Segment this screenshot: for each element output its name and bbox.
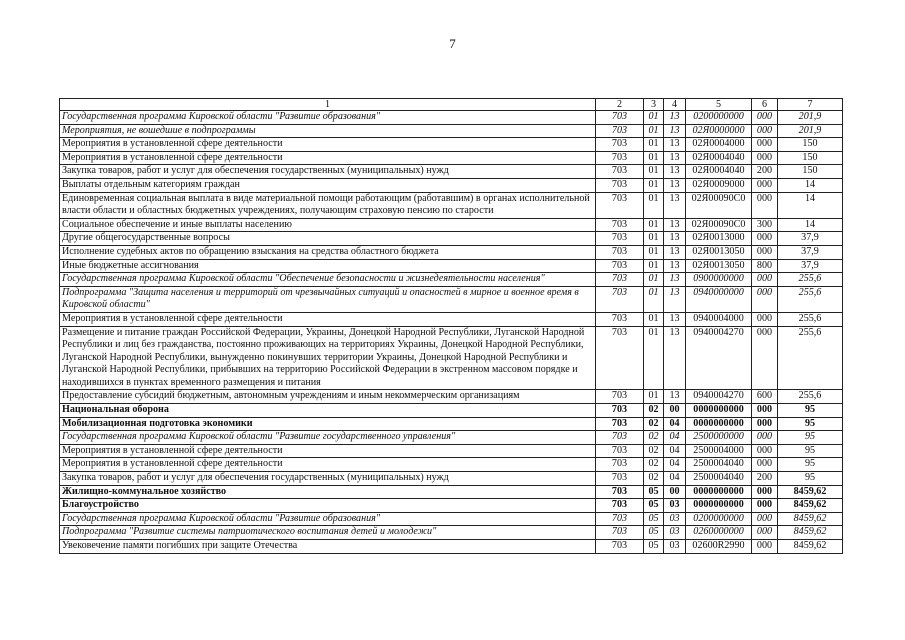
row-name-cell: Мероприятия в установленной сфере деятельности — [60, 151, 596, 165]
col5-cell: 0200000000 — [686, 111, 752, 125]
col2-cell: 703 — [596, 286, 644, 312]
row-name-cell: Закупка товаров, работ и услуг для обеспечения государственных (муниципальных) нужд — [60, 472, 596, 486]
col3-cell: 01 — [644, 232, 664, 246]
col7-cell: 95 — [778, 472, 843, 486]
col7-cell: 201,9 — [778, 124, 843, 138]
table-row — [60, 472, 843, 486]
col5-cell: 02Я0013000 — [686, 232, 752, 246]
col4-cell: 13 — [664, 178, 686, 192]
col6-cell: 600 — [752, 390, 778, 404]
col2-cell: 703 — [596, 404, 644, 418]
col2-cell: 703 — [596, 192, 644, 218]
table-row — [60, 485, 843, 499]
col5-cell: 02Я0004040 — [686, 151, 752, 165]
col3-cell: 01 — [644, 218, 664, 232]
col7-cell: 8459,62 — [778, 512, 843, 526]
col5-cell: 02Я0013050 — [686, 245, 752, 259]
col5-cell: 2500004000 — [686, 444, 752, 458]
table-row — [60, 273, 843, 287]
row-name-cell: Размещение и питание граждан Российской Федерации, Украины, Донецкой Народной Республики, Луганской Народной Республики и лиц без гражданства, постоянно проживающих на территориях Украины, Донецкой Народной Республики, Луганской Народной Республики, вынужденно покинувших территории Украины, Донецкой Народной Республики и Луганской Народной Республики, прибывших на территорию Российской Федерации в экстренном массовом порядке и находившихся в пунктах временного размещения и питания — [60, 326, 596, 390]
col2-cell: 703 — [596, 458, 644, 472]
col6-cell: 000 — [752, 458, 778, 472]
col2-cell: 703 — [596, 431, 644, 445]
row-name-cell: Мобилизационная подготовка экономики — [60, 417, 596, 431]
col3-cell: 01 — [644, 245, 664, 259]
col7-cell: 8459,62 — [778, 499, 843, 513]
col3-cell: 01 — [644, 165, 664, 179]
row-name-cell: Социальное обеспечение и иные выплаты населению — [60, 218, 596, 232]
row-name-cell: Мероприятия в установленной сфере деятельности — [60, 138, 596, 152]
col3-cell: 05 — [644, 512, 664, 526]
col6-cell: 000 — [752, 485, 778, 499]
col4-cell: 13 — [664, 165, 686, 179]
col7-cell: 37,9 — [778, 245, 843, 259]
col7-cell: 201,9 — [778, 111, 843, 125]
col6-cell: 000 — [752, 273, 778, 287]
col3-cell: 05 — [644, 485, 664, 499]
col7-cell: 95 — [778, 458, 843, 472]
col6-cell: 000 — [752, 232, 778, 246]
col6-cell: 000 — [752, 540, 778, 554]
col4-cell: 03 — [664, 526, 686, 540]
col2-cell: 703 — [596, 485, 644, 499]
col2-cell: 703 — [596, 540, 644, 554]
col3-cell: 01 — [644, 259, 664, 273]
table-row — [60, 286, 843, 312]
col5-cell: 0200000000 — [686, 512, 752, 526]
col5-cell: 02Я0004040 — [686, 165, 752, 179]
col3-cell: 01 — [644, 138, 664, 152]
col2-cell: 703 — [596, 526, 644, 540]
col6-cell: 000 — [752, 404, 778, 418]
col5-cell: 02Я0009000 — [686, 178, 752, 192]
col3-cell: 05 — [644, 499, 664, 513]
table-row — [60, 232, 843, 246]
col6-cell: 000 — [752, 312, 778, 326]
col5-cell: 02Я0004000 — [686, 138, 752, 152]
row-name-cell: Единовременная социальная выплата в виде материальной помощи работающим (работавшим) в органах исполнительной власти области и областных бюджетных учреждениях, получающим страховую пенсию по старости — [60, 192, 596, 218]
col6-cell: 200 — [752, 472, 778, 486]
row-name-cell: Национальная оборона — [60, 404, 596, 418]
table-row — [60, 404, 843, 418]
table-row — [60, 458, 843, 472]
col5-cell: 02Я0013050 — [686, 259, 752, 273]
col2-cell: 703 — [596, 417, 644, 431]
col2-cell: 703 — [596, 178, 644, 192]
col4-cell: 13 — [664, 286, 686, 312]
budget-table — [59, 98, 843, 554]
col4-cell: 13 — [664, 151, 686, 165]
col3-cell: 02 — [644, 458, 664, 472]
col3-cell: 01 — [644, 273, 664, 287]
col4-cell: 13 — [664, 124, 686, 138]
col5-cell: 0000000000 — [686, 404, 752, 418]
col3-cell: 05 — [644, 526, 664, 540]
col5-cell: 0000000000 — [686, 499, 752, 513]
row-name-cell: Подпрограмма "Развитие системы патриотического воспитания детей и молодежи" — [60, 526, 596, 540]
col2-cell: 703 — [596, 326, 644, 390]
header-cell: 7 — [778, 99, 843, 111]
col5-cell: 0260000000 — [686, 526, 752, 540]
row-name-cell: Выплаты отдельным категориям граждан — [60, 178, 596, 192]
col6-cell: 000 — [752, 192, 778, 218]
col5-cell: 02600R2990 — [686, 540, 752, 554]
col5-cell: 0940004000 — [686, 312, 752, 326]
col7-cell: 95 — [778, 431, 843, 445]
col5-cell: 0900000000 — [686, 273, 752, 287]
col5-cell: 2500004040 — [686, 458, 752, 472]
col5-cell: 0940004270 — [686, 326, 752, 390]
header-cell: 6 — [752, 99, 778, 111]
row-name-cell: Закупка товаров, работ и услуг для обеспечения государственных (муниципальных) нужд — [60, 165, 596, 179]
col6-cell: 000 — [752, 138, 778, 152]
row-name-cell: Иные бюджетные ассигнования — [60, 259, 596, 273]
col6-cell: 800 — [752, 259, 778, 273]
header-row — [60, 99, 843, 111]
col6-cell: 000 — [752, 499, 778, 513]
row-name-cell: Мероприятия в установленной сфере деятельности — [60, 312, 596, 326]
row-name-cell: Мероприятия в установленной сфере деятельности — [60, 458, 596, 472]
col2-cell: 703 — [596, 138, 644, 152]
col2-cell: 703 — [596, 245, 644, 259]
table-row — [60, 326, 843, 390]
table-row — [60, 192, 843, 218]
header-cell: 4 — [664, 99, 686, 111]
col4-cell: 04 — [664, 431, 686, 445]
col4-cell: 13 — [664, 390, 686, 404]
col6-cell: 000 — [752, 326, 778, 390]
col7-cell: 37,9 — [778, 232, 843, 246]
col6-cell: 000 — [752, 444, 778, 458]
col7-cell: 255,6 — [778, 326, 843, 390]
header-cell: 3 — [644, 99, 664, 111]
col5-cell: 0000000000 — [686, 417, 752, 431]
col6-cell: 300 — [752, 218, 778, 232]
col3-cell: 01 — [644, 390, 664, 404]
col4-cell: 00 — [664, 485, 686, 499]
col7-cell: 8459,62 — [778, 526, 843, 540]
col2-cell: 703 — [596, 390, 644, 404]
col5-cell: 2500000000 — [686, 431, 752, 445]
col3-cell: 01 — [644, 151, 664, 165]
col4-cell: 00 — [664, 404, 686, 418]
col4-cell: 04 — [664, 472, 686, 486]
col6-cell: 000 — [752, 417, 778, 431]
table-row — [60, 245, 843, 259]
table-row — [60, 390, 843, 404]
table-row — [60, 526, 843, 540]
row-name-cell: Увековечение памяти погибших при защите Отечества — [60, 540, 596, 554]
col2-cell: 703 — [596, 111, 644, 125]
header-cell: 5 — [686, 99, 752, 111]
page-number: 7 — [449, 36, 456, 51]
col2-cell: 703 — [596, 151, 644, 165]
col6-cell: 200 — [752, 165, 778, 179]
col4-cell: 04 — [664, 417, 686, 431]
col6-cell: 000 — [752, 526, 778, 540]
row-name-cell: Государственная программа Кировской области "Обеспечение безопасности и жизнедеятельности населения" — [60, 273, 596, 287]
col6-cell: 000 — [752, 124, 778, 138]
col7-cell: 150 — [778, 138, 843, 152]
col3-cell: 02 — [644, 404, 664, 418]
table-row — [60, 417, 843, 431]
col3-cell: 01 — [644, 178, 664, 192]
col7-cell: 150 — [778, 151, 843, 165]
table-row — [60, 151, 843, 165]
table-row — [60, 138, 843, 152]
col2-cell: 703 — [596, 124, 644, 138]
col6-cell: 000 — [752, 512, 778, 526]
col4-cell: 03 — [664, 499, 686, 513]
row-name-cell: Предоставление субсидий бюджетным, автономным учреждениям и иным некоммерческим организациям — [60, 390, 596, 404]
col2-cell: 703 — [596, 165, 644, 179]
table-row — [60, 512, 843, 526]
table-row — [60, 178, 843, 192]
col3-cell: 02 — [644, 417, 664, 431]
row-name-cell: Государственная программа Кировской области "Развитие образования" — [60, 111, 596, 125]
col3-cell: 01 — [644, 326, 664, 390]
col7-cell: 255,6 — [778, 390, 843, 404]
col3-cell: 01 — [644, 192, 664, 218]
row-name-cell: Мероприятия, не вошедшие в подпрограммы — [60, 124, 596, 138]
col7-cell: 14 — [778, 178, 843, 192]
col4-cell: 13 — [664, 218, 686, 232]
col3-cell: 01 — [644, 286, 664, 312]
col4-cell: 13 — [664, 111, 686, 125]
col7-cell: 14 — [778, 192, 843, 218]
col6-cell: 000 — [752, 151, 778, 165]
col7-cell: 255,6 — [778, 286, 843, 312]
col2-cell: 703 — [596, 218, 644, 232]
table-row — [60, 312, 843, 326]
col4-cell: 13 — [664, 273, 686, 287]
col4-cell: 13 — [664, 245, 686, 259]
col4-cell: 04 — [664, 458, 686, 472]
col4-cell: 13 — [664, 259, 686, 273]
col6-cell: 000 — [752, 178, 778, 192]
col4-cell: 13 — [664, 232, 686, 246]
col7-cell: 95 — [778, 404, 843, 418]
col5-cell: 02Я00090С0 — [686, 218, 752, 232]
col7-cell: 95 — [778, 417, 843, 431]
table-row — [60, 124, 843, 138]
col4-cell: 04 — [664, 444, 686, 458]
col4-cell: 13 — [664, 192, 686, 218]
col7-cell: 14 — [778, 218, 843, 232]
col2-cell: 703 — [596, 444, 644, 458]
col3-cell: 02 — [644, 444, 664, 458]
table-row — [60, 218, 843, 232]
col5-cell: 02Я00090С0 — [686, 192, 752, 218]
col7-cell: 255,6 — [778, 312, 843, 326]
row-name-cell: Жилищно-коммунальное хозяйство — [60, 485, 596, 499]
row-name-cell: Благоустройство — [60, 499, 596, 513]
col3-cell: 05 — [644, 540, 664, 554]
col4-cell: 13 — [664, 312, 686, 326]
col2-cell: 703 — [596, 273, 644, 287]
col6-cell: 000 — [752, 245, 778, 259]
col2-cell: 703 — [596, 512, 644, 526]
col6-cell: 000 — [752, 431, 778, 445]
row-name-cell: Государственная программа Кировской области "Развитие образования" — [60, 512, 596, 526]
col6-cell: 000 — [752, 286, 778, 312]
col5-cell: 0000000000 — [686, 485, 752, 499]
row-name-cell: Подпрограмма "Защита населения и территорий от чрезвычайных ситуаций и опасностей в мирное и военное время в Кировской области" — [60, 286, 596, 312]
table-row — [60, 540, 843, 554]
col3-cell: 01 — [644, 312, 664, 326]
table-row — [60, 111, 843, 125]
col4-cell: 03 — [664, 540, 686, 554]
table-row — [60, 431, 843, 445]
col6-cell: 000 — [752, 111, 778, 125]
header-cell: 1 — [60, 99, 596, 111]
col5-cell: 2500004040 — [686, 472, 752, 486]
table-row — [60, 259, 843, 273]
row-name-cell: Мероприятия в установленной сфере деятельности — [60, 444, 596, 458]
col3-cell: 02 — [644, 472, 664, 486]
col5-cell: 0940000000 — [686, 286, 752, 312]
col4-cell: 13 — [664, 138, 686, 152]
col3-cell: 01 — [644, 111, 664, 125]
col2-cell: 703 — [596, 232, 644, 246]
col2-cell: 703 — [596, 472, 644, 486]
col7-cell: 255,6 — [778, 273, 843, 287]
table-row — [60, 499, 843, 513]
col2-cell: 703 — [596, 259, 644, 273]
col5-cell: 0940004270 — [686, 390, 752, 404]
table-row — [60, 165, 843, 179]
col2-cell: 703 — [596, 499, 644, 513]
row-name-cell: Другие общегосударственные вопросы — [60, 232, 596, 246]
col5-cell: 02Я0000000 — [686, 124, 752, 138]
col3-cell: 01 — [644, 124, 664, 138]
row-name-cell: Исполнение судебных актов по обращению взыскания на средства областного бюджета — [60, 245, 596, 259]
col4-cell: 03 — [664, 512, 686, 526]
col7-cell: 37,9 — [778, 259, 843, 273]
col7-cell: 95 — [778, 444, 843, 458]
row-name-cell: Государственная программа Кировской области "Развитие государственного управления" — [60, 431, 596, 445]
col7-cell: 8459,62 — [778, 485, 843, 499]
table-row — [60, 444, 843, 458]
col4-cell: 13 — [664, 326, 686, 390]
col2-cell: 703 — [596, 312, 644, 326]
col7-cell: 8459,62 — [778, 540, 843, 554]
col7-cell: 150 — [778, 165, 843, 179]
table-body — [60, 99, 843, 554]
col3-cell: 02 — [644, 431, 664, 445]
header-cell: 2 — [596, 99, 644, 111]
